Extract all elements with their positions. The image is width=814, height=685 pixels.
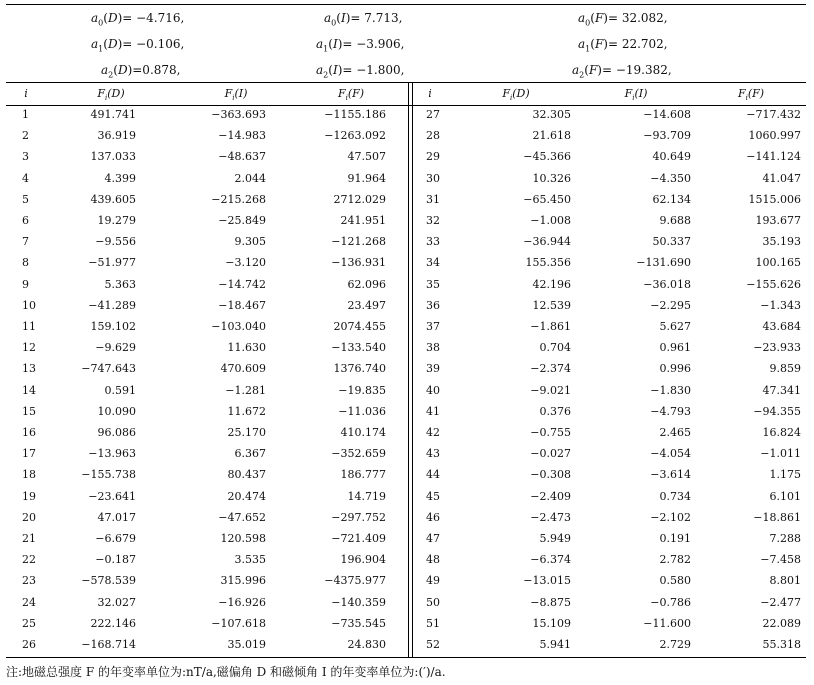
cell-right-ff: 22.089	[762, 616, 801, 630]
cell-right-fi: −0.786	[650, 595, 691, 609]
col-header-fi-right: $F_i(I)$	[624, 87, 648, 103]
cell-right-fi: −1.830	[650, 383, 691, 397]
cell-right-index: 47	[426, 532, 440, 545]
cell-right-index: 41	[426, 404, 440, 418]
cell-left-fi: 11.672	[227, 404, 266, 418]
cell-right-index: 42	[426, 426, 440, 439]
cell-left-fi: −1.281	[225, 383, 266, 397]
cell-left-fi: 2.044	[234, 171, 266, 185]
cell-right-index: 37	[426, 320, 440, 333]
cell-left-index: 17	[22, 447, 36, 461]
coef-a2-I: $a_2(I)= -1.800$,	[316, 63, 405, 80]
cell-right-fd: −2.473	[530, 510, 571, 524]
cell-right-fd: −9.021	[530, 383, 571, 397]
cell-right-fi: −2.295	[650, 298, 691, 312]
cell-left-index: 21	[22, 532, 36, 545]
cell-right-ff: 6.101	[769, 489, 801, 503]
cell-right-fd: 21.618	[532, 129, 571, 143]
cell-right-fd: −1.861	[530, 320, 571, 333]
cell-right-fi: −131.690	[636, 256, 691, 270]
cell-left-fi: −47.652	[218, 510, 266, 524]
data-table	[6, 82, 806, 658]
cell-left-fi: −18.467	[218, 298, 266, 312]
cell-right-fd: −36.944	[523, 235, 571, 249]
cell-right-ff: 47.341	[762, 383, 801, 397]
cell-left-index: 18	[22, 468, 36, 482]
cell-left-index: 20	[22, 510, 36, 524]
cell-left-ff: 23.497	[347, 298, 386, 312]
cell-right-fi: 2.465	[659, 426, 691, 439]
cell-left-fi: −14.742	[218, 277, 266, 291]
cell-left-index: 14	[22, 383, 36, 397]
cell-left-ff: −133.540	[331, 341, 386, 355]
coef-a1-I: $a_1(I)= -3.906$,	[316, 37, 405, 54]
cell-right-fi: 0.191	[659, 532, 691, 545]
cell-left-fd: 159.102	[90, 320, 136, 333]
cell-left-ff: 196.904	[340, 553, 386, 567]
cell-left-fi: 9.305	[234, 235, 266, 249]
cell-right-ff: −18.861	[753, 510, 801, 524]
cell-right-ff: 193.677	[755, 214, 801, 227]
cell-right-fd: −0.308	[530, 468, 571, 482]
cell-right-ff: −155.626	[746, 277, 801, 291]
cell-right-ff: 100.165	[755, 256, 801, 270]
cell-right-fd: −45.366	[523, 150, 571, 164]
cell-left-ff: −1155.186	[324, 108, 386, 121]
col-header-i-right: i	[428, 87, 432, 100]
cell-right-ff: 55.318	[762, 638, 801, 651]
coef-a1-F: $a_1(F)= 22.702$,	[578, 37, 668, 54]
cell-right-index: 43	[426, 447, 440, 461]
cell-left-ff: −721.409	[331, 532, 386, 545]
cell-left-ff: −1263.092	[324, 129, 386, 143]
cell-left-ff: −297.752	[331, 510, 386, 524]
cell-right-ff: −94.355	[753, 404, 801, 418]
cell-right-fi: −3.614	[650, 468, 691, 482]
cell-left-index: 25	[22, 616, 36, 630]
cell-right-index: 48	[426, 553, 440, 567]
cell-left-ff: 91.964	[347, 171, 386, 185]
cell-left-fd: −6.679	[95, 532, 136, 545]
cell-right-fi: 0.734	[659, 489, 691, 503]
cell-left-ff: −136.931	[331, 256, 386, 270]
cell-right-index: 34	[426, 256, 440, 270]
cell-right-ff: 9.859	[769, 362, 801, 376]
cell-left-fd: 10.090	[97, 404, 136, 418]
coef-row-2	[6, 57, 806, 83]
cell-right-ff: 35.193	[762, 235, 801, 249]
cell-right-index: 28	[426, 129, 440, 143]
cell-left-fi: 6.367	[234, 447, 266, 461]
cell-right-fd: −0.755	[530, 426, 571, 439]
cell-left-fi: −215.268	[211, 192, 266, 206]
cell-left-index: 11	[22, 320, 36, 333]
cell-left-ff: 410.174	[340, 426, 386, 439]
cell-right-ff: 43.684	[762, 320, 801, 333]
cell-left-fd: 36.919	[97, 129, 136, 143]
cell-left-index: 15	[22, 404, 36, 418]
cell-left-fi: −363.693	[211, 108, 266, 121]
cell-right-fd: 155.356	[525, 256, 571, 270]
coefficient-header	[6, 4, 806, 83]
column-header-row	[6, 83, 806, 106]
cell-left-fi: 20.474	[227, 489, 266, 503]
cell-left-ff: −352.659	[331, 447, 386, 461]
cell-right-fd: 10.326	[532, 171, 571, 185]
cell-right-fi: 0.580	[659, 574, 691, 588]
cell-left-ff: 1376.740	[333, 362, 386, 376]
cell-left-fd: −9.629	[95, 341, 136, 355]
coef-a0-I: $a_0(I)= 7.713$,	[324, 11, 403, 28]
cell-left-ff: −140.359	[331, 595, 386, 609]
cell-left-index: 5	[22, 192, 29, 206]
col-header-fd-left: $F_i(D)$	[97, 87, 125, 103]
col-header-ff-right: $F_i(F)$	[737, 87, 765, 103]
cell-left-ff: 2074.455	[333, 320, 386, 333]
cell-right-index: 31	[426, 192, 440, 206]
cell-left-index: 22	[22, 553, 36, 567]
cell-right-ff: 1060.997	[748, 129, 801, 143]
cell-left-index: 23	[22, 574, 36, 588]
cell-left-fi: 80.437	[227, 468, 266, 482]
cell-left-index: 3	[22, 150, 29, 164]
center-divider-right	[412, 83, 413, 657]
cell-left-index: 2	[22, 129, 29, 143]
cell-right-index: 52	[426, 638, 440, 651]
cell-right-fd: −0.027	[530, 447, 571, 461]
cell-right-index: 30	[426, 171, 440, 185]
cell-right-fd: 0.704	[539, 341, 571, 355]
cell-right-fd: −2.409	[530, 489, 571, 503]
cell-right-fd: 12.539	[532, 298, 571, 312]
cell-right-ff: −717.432	[746, 108, 801, 121]
cell-right-ff: 7.288	[769, 532, 801, 545]
coef-a1-D: $a_1(D)= -0.106$,	[91, 37, 185, 54]
cell-right-fi: 9.688	[659, 214, 691, 227]
center-divider-left	[408, 83, 409, 657]
cell-left-fd: −168.714	[81, 638, 136, 651]
coef-row-0	[6, 5, 806, 31]
coef-a0-D: $a_0(D)= -4.716$,	[91, 11, 185, 28]
cell-right-fd: −65.450	[523, 192, 571, 206]
cell-right-index: 50	[426, 595, 440, 609]
cell-left-index: 10	[22, 298, 36, 312]
cell-left-ff: −11.036	[338, 404, 386, 418]
cell-left-fi: −107.618	[211, 616, 266, 630]
cell-left-ff: 186.777	[340, 468, 386, 482]
cell-right-ff: −141.124	[746, 150, 801, 164]
cell-right-index: 46	[426, 510, 440, 524]
col-header-fd-right: $F_i(D)$	[502, 87, 530, 103]
cell-left-fd: −9.556	[95, 235, 136, 249]
cell-right-fd: 5.949	[539, 532, 571, 545]
cell-left-ff: 47.507	[347, 150, 386, 164]
cell-left-fi: −25.849	[218, 214, 266, 227]
cell-right-fi: 40.649	[652, 150, 691, 164]
cell-right-fd: −2.374	[530, 362, 571, 376]
cell-right-fi: −4.054	[650, 447, 691, 461]
cell-left-fi: −103.040	[211, 320, 266, 333]
cell-left-fd: 19.279	[97, 214, 136, 227]
cell-right-ff: −1.011	[760, 447, 801, 461]
cell-right-fd: −13.015	[523, 574, 571, 588]
cell-left-ff: −19.835	[338, 383, 386, 397]
cell-left-fi: 3.535	[234, 553, 266, 567]
cell-left-fd: 439.605	[90, 192, 136, 206]
cell-left-fd: 137.033	[90, 150, 136, 164]
table-footnote: 注:地磁总强度 F 的年变率单位为:nT/a,磁偏角 D 和磁倾角 I 的年变率单位为:(′)/a.	[6, 665, 446, 679]
cell-right-index: 36	[426, 298, 440, 312]
cell-left-fd: 222.146	[90, 616, 136, 630]
col-header-ff-left: $F_i(F)$	[337, 87, 365, 103]
coef-row-1	[6, 31, 806, 57]
cell-left-fi: −14.983	[218, 129, 266, 143]
cell-left-index: 1	[22, 108, 29, 121]
cell-right-fi: 50.337	[652, 235, 691, 249]
cell-left-fd: −23.641	[88, 489, 136, 503]
cell-left-index: 12	[22, 341, 36, 355]
cell-left-fd: 491.741	[90, 108, 136, 121]
cell-right-index: 40	[426, 383, 440, 397]
cell-right-fd: −8.875	[530, 595, 571, 609]
cell-left-fi: 120.598	[220, 532, 266, 545]
cell-left-ff: 24.830	[347, 638, 386, 651]
cell-left-index: 9	[22, 277, 29, 291]
cell-right-fd: 15.109	[532, 616, 571, 630]
cell-left-fd: −41.289	[88, 298, 136, 312]
col-header-fi-left: $F_i(I)$	[224, 87, 248, 103]
cell-right-fd: −1.008	[530, 214, 571, 227]
cell-right-index: 39	[426, 362, 440, 376]
cell-left-fd: −155.738	[81, 468, 136, 482]
cell-right-ff: −1.343	[760, 298, 801, 312]
cell-right-ff: −7.458	[760, 553, 801, 567]
cell-left-fi: 315.996	[220, 574, 266, 588]
cell-right-ff: 16.824	[762, 426, 801, 439]
cell-right-ff: −23.933	[753, 341, 801, 355]
cell-right-fi: 2.782	[659, 553, 691, 567]
cell-right-fd: 32.305	[532, 108, 571, 121]
cell-left-ff: 14.719	[347, 489, 386, 503]
cell-left-fi: 35.019	[227, 638, 266, 651]
cell-right-fi: 0.961	[659, 341, 691, 355]
cell-left-ff: 62.096	[347, 277, 386, 291]
cell-right-index: 44	[426, 468, 440, 482]
cell-right-ff: 41.047	[762, 171, 801, 185]
cell-left-fd: 32.027	[97, 595, 136, 609]
cell-right-index: 49	[426, 574, 440, 588]
cell-left-fd: −747.643	[81, 362, 136, 376]
cell-left-fd: 96.086	[97, 426, 136, 439]
cell-right-fi: −93.709	[643, 129, 691, 143]
coef-a2-F: $a_2(F)= -19.382$,	[572, 63, 672, 80]
cell-right-fd: 5.941	[539, 638, 571, 651]
cell-right-fi: −4.793	[650, 404, 691, 418]
cell-left-index: 19	[22, 489, 36, 503]
cell-left-fd: −13.963	[88, 447, 136, 461]
cell-left-fi: −3.120	[225, 256, 266, 270]
cell-left-ff: −121.268	[331, 235, 386, 249]
cell-right-fd: −6.374	[530, 553, 571, 567]
cell-right-fi: −36.018	[643, 277, 691, 291]
cell-right-fi: −4.350	[650, 171, 691, 185]
cell-left-fi: 11.630	[227, 341, 266, 355]
cell-right-fi: 62.134	[652, 192, 691, 206]
cell-left-index: 13	[22, 362, 36, 376]
cell-right-fd: 42.196	[532, 277, 571, 291]
cell-right-fi: −11.600	[643, 616, 691, 630]
cell-right-fi: 5.627	[659, 320, 691, 333]
cell-right-index: 45	[426, 489, 440, 503]
cell-left-ff: −735.545	[331, 616, 386, 630]
cell-right-index: 33	[426, 235, 440, 249]
cell-right-index: 51	[426, 616, 440, 630]
cell-right-fi: −14.608	[643, 108, 691, 121]
cell-right-fd: 0.376	[539, 404, 571, 418]
cell-left-index: 8	[22, 256, 29, 270]
col-header-i-left: i	[24, 87, 28, 100]
cell-left-index: 4	[22, 171, 29, 185]
cell-right-index: 38	[426, 341, 440, 355]
cell-right-fi: 0.996	[659, 362, 691, 376]
coef-a0-F: $a_0(F)= 32.082$,	[578, 11, 668, 28]
cell-right-ff: 1.175	[769, 468, 801, 482]
cell-left-fd: 5.363	[104, 277, 136, 291]
cell-left-index: 7	[22, 235, 29, 249]
cell-right-fi: −2.102	[650, 510, 691, 524]
cell-left-index: 6	[22, 214, 29, 227]
cell-left-fd: −0.187	[95, 553, 136, 567]
cell-left-index: 16	[22, 426, 36, 439]
cell-left-ff: 241.951	[340, 214, 386, 227]
cell-left-index: 26	[22, 638, 36, 651]
cell-left-fi: −48.637	[218, 150, 266, 164]
cell-left-ff: 2712.029	[333, 192, 386, 206]
cell-right-ff: 8.801	[769, 574, 801, 588]
cell-left-fi: 470.609	[220, 362, 266, 376]
cell-right-index: 29	[426, 150, 440, 164]
cell-left-fd: −51.977	[88, 256, 136, 270]
cell-right-index: 35	[426, 277, 440, 291]
cell-right-ff: 1515.006	[748, 192, 801, 206]
cell-left-fi: 25.170	[227, 426, 266, 439]
cell-right-index: 32	[426, 214, 440, 227]
cell-left-fd: 4.399	[104, 171, 136, 185]
coef-a2-D: $a_2(D)=0.878$,	[101, 63, 181, 80]
cell-left-ff: −4375.977	[324, 574, 386, 588]
cell-left-fi: −16.926	[218, 595, 266, 609]
cell-left-fd: 0.591	[104, 383, 136, 397]
cell-right-fi: 2.729	[659, 638, 691, 651]
cell-right-index: 27	[426, 108, 440, 121]
cell-left-fd: 47.017	[97, 510, 136, 524]
cell-left-index: 24	[22, 595, 36, 609]
cell-left-fd: −578.539	[81, 574, 136, 588]
cell-right-ff: −2.477	[760, 595, 801, 609]
